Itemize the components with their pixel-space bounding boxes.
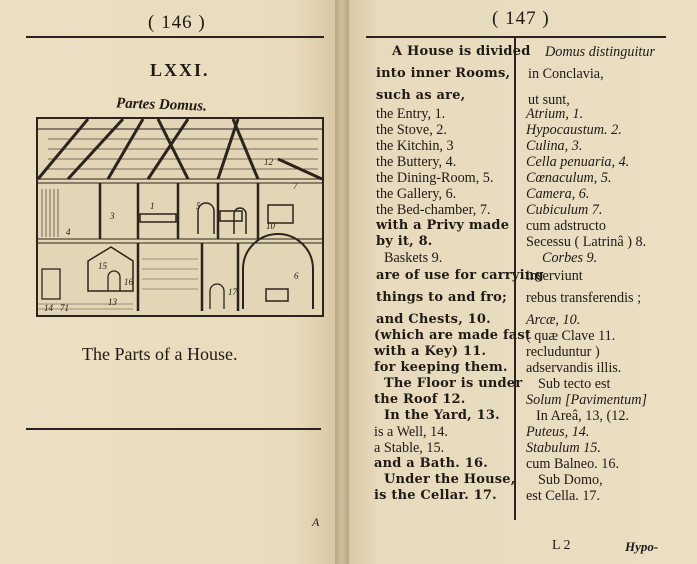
english-line: the Buttery, 4.	[376, 154, 457, 170]
svg-text:1: 1	[150, 201, 155, 211]
english-line: and Chests, 10.	[376, 312, 491, 327]
english-line: are of use for carrying	[376, 268, 544, 283]
latin-line: In Areâ, 13, (12.	[536, 408, 629, 424]
latin-line: Stabulum 15.	[526, 440, 601, 456]
latin-line: cum adstructo	[526, 218, 606, 234]
svg-text:17: 17	[228, 287, 237, 297]
english-line: the Stove, 2.	[376, 122, 447, 138]
svg-text:15: 15	[98, 261, 107, 271]
latin-line: Camera, 6.	[526, 186, 590, 202]
english-line: with a Privy made	[376, 218, 510, 233]
latin-line: ut sunt,	[528, 92, 570, 108]
latin-line: Sub Domo,	[538, 472, 603, 488]
english-line: A House is divided	[392, 44, 531, 59]
catchword: Hypo-	[625, 539, 659, 554]
latin-line: rebus transferendis ;	[526, 290, 642, 306]
svg-text:71: 71	[60, 303, 69, 313]
svg-text:6: 6	[294, 271, 299, 281]
right-page-number: ( 147 )	[492, 8, 550, 29]
svg-text:10: 10	[266, 221, 275, 231]
latin-line: adservandis illis.	[526, 360, 622, 376]
latin-line: recluduntur )	[526, 344, 600, 360]
english-line: the Roof 12.	[374, 392, 466, 407]
latin-line: Hypocaustum. 2.	[526, 122, 622, 138]
latin-line: Atrium, 1.	[526, 106, 584, 122]
english-line: the Entry, 1.	[376, 106, 446, 122]
woodcut-house	[38, 119, 322, 315]
house-illustration	[36, 117, 324, 317]
english-line: Baskets 9.	[384, 250, 443, 266]
svg-text:12: 12	[264, 157, 273, 167]
latin-line: Sub tecto est	[538, 376, 611, 392]
english-line: the Gallery, 6.	[376, 186, 457, 202]
latin-line: Cubiculum 7.	[526, 202, 603, 218]
english-line: The Floor is under	[384, 376, 523, 391]
signature-l2: L 2	[552, 538, 571, 553]
english-line: into inner Rooms,	[376, 66, 511, 81]
english-line: the Kitchin, 3	[376, 138, 454, 154]
latin-line: Arcæ, 10.	[526, 312, 581, 328]
lesson-number: LXXI.	[150, 60, 210, 80]
english-line: a Stable, 15.	[374, 440, 445, 456]
svg-text:5: 5	[196, 201, 201, 211]
english-line: things to and fro;	[376, 290, 507, 305]
english-line: by it, 8.	[376, 234, 433, 249]
latin-line: est Cella. 17.	[526, 488, 601, 504]
left-page-number: ( 146 )	[148, 12, 206, 33]
english-line: the Bed-chamber, 7.	[376, 202, 491, 218]
latin-line: Cœnaculum, 5.	[526, 170, 612, 186]
svg-text:7: 7	[293, 181, 298, 191]
bottom-rule-left	[26, 428, 321, 430]
english-line: with a Key) 11.	[374, 344, 487, 359]
latin-line: Corbes 9.	[542, 250, 598, 266]
latin-line: Secessu ( Latrinâ ) 8.	[526, 234, 647, 250]
english-line: is the Cellar. 17.	[374, 488, 497, 503]
top-rule-right	[366, 36, 666, 38]
svg-text:14: 14	[44, 303, 53, 313]
latin-line: Cella penuaria, 4.	[526, 154, 630, 170]
english-line: is a Well, 14.	[374, 424, 448, 440]
english-line: In the Yard, 13.	[384, 408, 500, 423]
illustration-title: Partes Domus.	[115, 95, 208, 115]
latin-line: Domus distinguitur	[545, 44, 655, 60]
latin-line: cum Balneo. 16.	[526, 456, 619, 472]
english-line: and a Bath. 16.	[374, 456, 488, 471]
signature-mark: A	[312, 515, 320, 529]
latin-line: Puteus, 14.	[526, 424, 590, 440]
top-rule-left	[26, 36, 324, 38]
illustration-caption: The Parts of a House.	[82, 344, 238, 364]
latin-line: inserviunt	[526, 268, 583, 284]
english-line: such as are,	[376, 88, 466, 103]
left-page	[0, 0, 342, 564]
latin-line: Culina, 3.	[526, 138, 583, 154]
book-gutter	[335, 0, 349, 564]
latin-line: in Conclavia,	[528, 66, 604, 82]
latin-line: ( quæ Clave 11.	[526, 328, 616, 344]
english-line: (which are made fast	[374, 328, 532, 343]
english-line: the Dining-Room, 5.	[376, 170, 494, 186]
svg-text:13: 13	[108, 297, 117, 307]
latin-line: Solum [Pavimentum]	[526, 392, 647, 408]
svg-text:3: 3	[110, 211, 115, 221]
svg-text:16: 16	[124, 277, 133, 287]
english-line: for keeping them.	[374, 360, 508, 375]
english-line: Under the House,	[384, 472, 516, 487]
svg-text:4: 4	[66, 227, 71, 237]
